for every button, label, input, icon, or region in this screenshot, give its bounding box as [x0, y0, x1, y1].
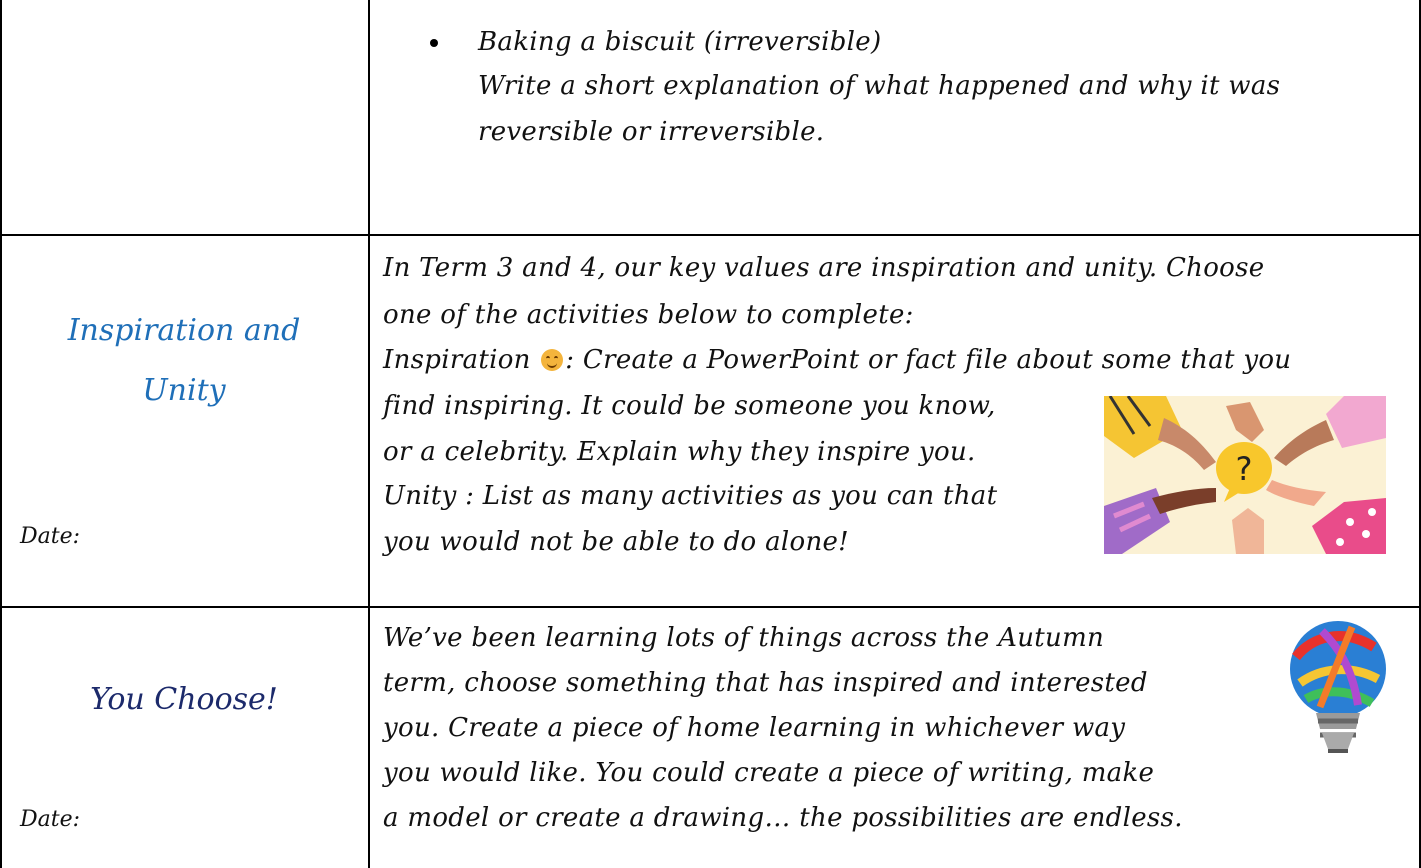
svg-text:?: ?	[1235, 450, 1253, 488]
row3-date-label: Date:	[20, 807, 81, 832]
bullet-item: Baking a biscuit (irreversible)	[478, 27, 882, 57]
row3-line-2: term, choose something that has inspired and interested	[383, 668, 1148, 698]
table-border-left	[0, 0, 2, 868]
row2-line-7: you would not be able to do alone!	[383, 527, 849, 557]
row1-line-2: reversible or irreversible.	[478, 117, 825, 147]
row2-date-label: Date:	[20, 524, 81, 549]
lightbulb-illustration-icon	[1282, 617, 1394, 767]
row2-line-6: Unity : List as many activities as you can that	[383, 481, 998, 511]
row2-line-2: one of the activities below to complete:	[383, 300, 914, 330]
row3-line-5: a model or create a drawing… the possibilities are endless.	[383, 803, 1183, 833]
table-column-divider	[368, 0, 370, 868]
row3-line-1: We’ve been learning lots of things across the Autumn	[383, 623, 1105, 653]
inspiration-prefix: Inspiration	[383, 345, 540, 375]
row-divider-1	[0, 234, 1421, 236]
inspiration-rest: : Create a PowerPoint or fact file about some that you	[565, 345, 1292, 375]
row2-heading-line-2: Unity	[142, 373, 226, 408]
row2-line-1: In Term 3 and 4, our key values are inspiration and unity. Choose	[383, 253, 1265, 283]
row2-line-4: find inspiring. It could be someone you know,	[383, 391, 996, 421]
row3-line-4: you would like. You could create a piece of writing, make	[383, 758, 1155, 788]
row3-heading: You Choose!	[90, 682, 278, 717]
hands-question-illustration-icon	[1104, 396, 1386, 554]
row3-line-3: you. Create a piece of home learning in whichever way	[383, 713, 1126, 743]
row2-heading-line-1: Inspiration and	[67, 313, 301, 348]
bullet-dot	[430, 39, 438, 47]
row-divider-2	[0, 606, 1421, 608]
row2-inspiration-line	[383, 342, 1291, 379]
smiling-face-emoji-icon	[541, 349, 563, 371]
row2-line-5: or a celebrity. Explain why they inspire you.	[383, 437, 976, 467]
row1-line-1: Write a short explanation of what happened and why it was	[478, 71, 1281, 101]
